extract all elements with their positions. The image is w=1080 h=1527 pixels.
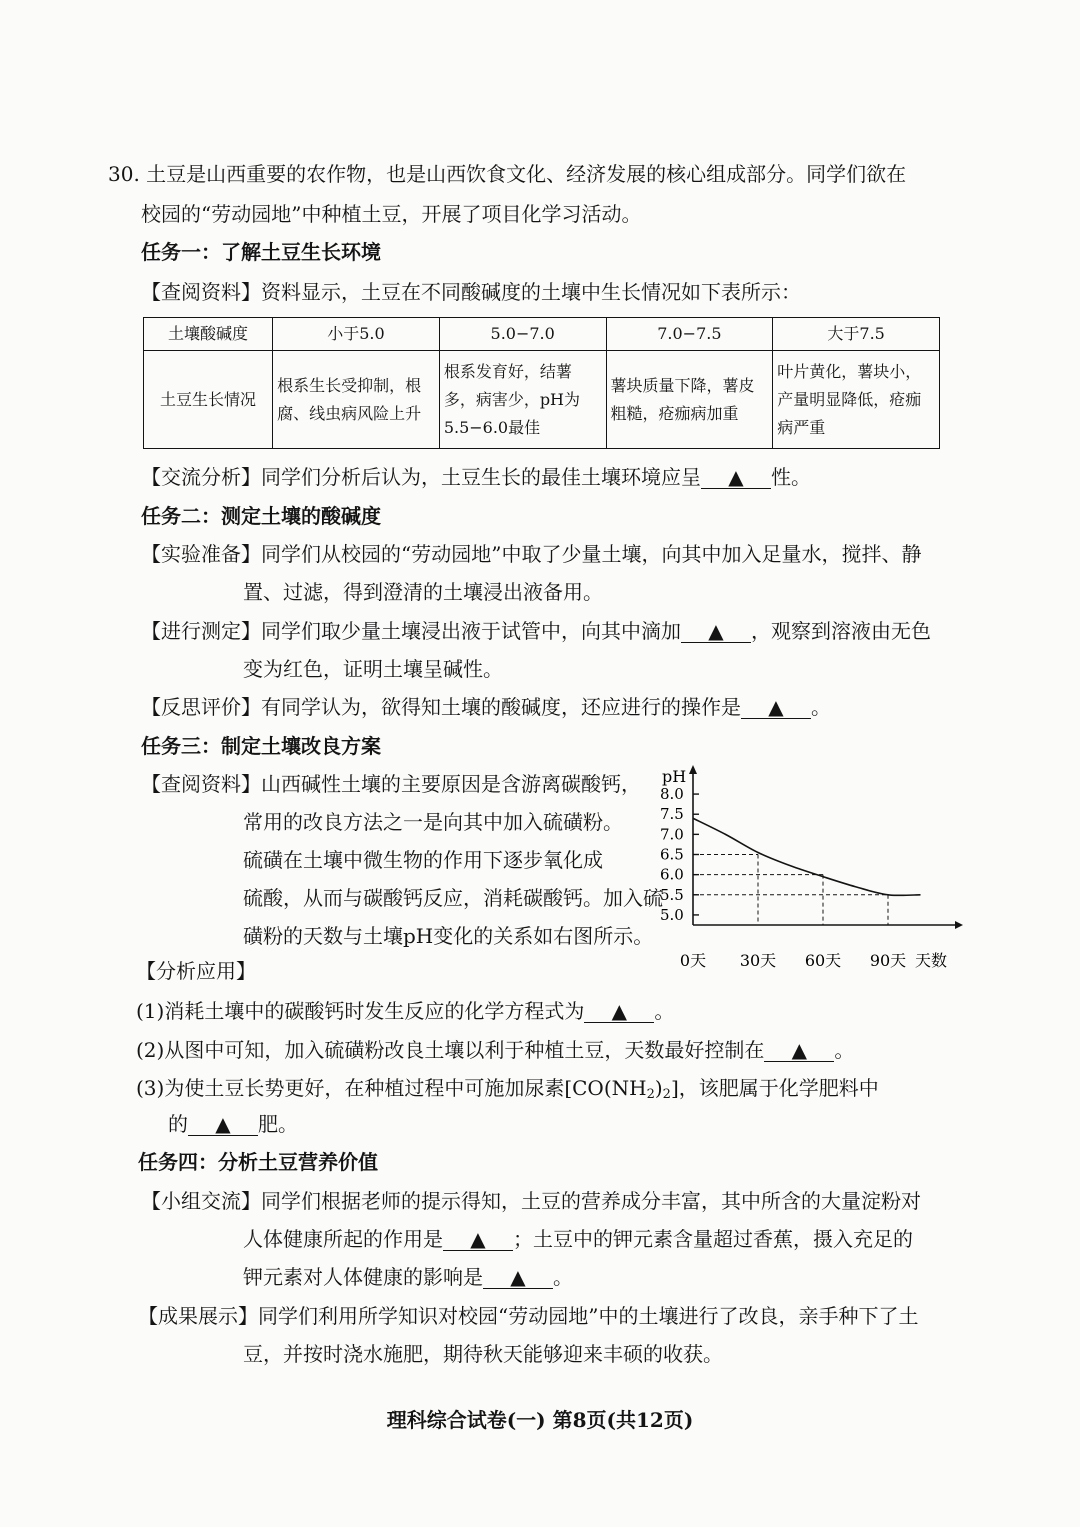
q3-sub-2: 2 <box>662 1087 671 1102</box>
cell-line: 粗糙，疮痂病加重 <box>610 403 739 423</box>
cell-line: 薯块质量下降，薯皮 <box>610 375 755 395</box>
ph-curve <box>693 818 921 895</box>
task2-measure <box>141 617 931 645</box>
answer-blank[interactable]: ▲ <box>584 1000 654 1023</box>
table-header-cell: 小于5.0 <box>273 318 440 351</box>
result-line-2: 豆，并按时浇水施肥，期待秋天能够迎来丰硕的收获。 <box>243 1342 723 1366</box>
task1-ref-label: 【查阅资料】 <box>141 280 261 304</box>
task3-reference <box>141 770 641 798</box>
y-axis-label: pH <box>662 767 687 786</box>
measure-line-2: 变为红色，证明土壤呈碱性。 <box>243 657 503 681</box>
table-cell <box>273 351 440 449</box>
task2-prep <box>141 540 921 568</box>
result-line-1: 同学们利用所学知识对校园“劳动园地”中的土壤进行了改良，亲手种下了土 <box>258 1304 919 1328</box>
intro-line-2: 校园的“劳动园地”中种植土豆，开展了项目化学习活动。 <box>141 202 642 226</box>
result-label: 【成果展示】 <box>138 1304 258 1328</box>
task1-exchange <box>141 463 811 491</box>
prep-label: 【实验准备】 <box>141 542 261 566</box>
x-tick-label: 90天 <box>869 951 907 970</box>
task3-ref-line: 常用的改良方法之一是向其中加入硫磺粉。 <box>243 810 623 834</box>
cell-line: 产量明显降低，疮痂 <box>777 389 922 409</box>
prep-line-2: 置、过滤，得到澄清的土壤浸出液备用。 <box>243 580 603 604</box>
q2-tail: 。 <box>834 1038 855 1062</box>
question-number: 30. <box>108 162 140 186</box>
task3-q3-line2 <box>168 1110 298 1138</box>
answer-blank[interactable]: ▲ <box>741 696 811 719</box>
table-row-label: 土豆生长情况 <box>144 351 273 449</box>
exchange-tail: 性。 <box>771 465 811 489</box>
table-cell <box>439 351 606 449</box>
question-intro <box>108 160 906 188</box>
table-header-cell: 大于7.5 <box>773 318 940 351</box>
intro-line-1: 土豆是山西重要的农作物，也是山西饮食文化、经济发展的核心组成部分。同学们欲在 <box>146 162 907 186</box>
cell-line: 腐、线虫病风险上升 <box>277 403 422 423</box>
answer-blank[interactable]: ▲ <box>681 620 751 643</box>
task3-q1 <box>136 997 674 1025</box>
table-row <box>144 351 940 449</box>
group-line-1: 同学们根据老师的提示得知，土豆的营养成分丰富，其中所含的大量淀粉对 <box>261 1189 921 1213</box>
y-axis-arrow <box>689 765 697 774</box>
analysis-label: 【分析应用】 <box>136 959 256 983</box>
table-header-cell: 土壤酸碱度 <box>144 318 273 351</box>
prep-line-1: 同学们从校园的“劳动园地”中取了少量土壤，向其中加入足量水，搅拌、静 <box>261 542 922 566</box>
y-tick-label: 8.0 <box>660 785 684 804</box>
task3-ref-line: 硫酸，从而与碳酸钙反应，消耗碳酸钙。加入硫 <box>243 886 663 910</box>
page-footer: 理科综合试卷(一) 第8页(共12页) <box>386 1408 694 1432</box>
cell-line: 根系生长受抑制，根 <box>277 375 422 395</box>
cell-line: 叶片黄化，薯块小， <box>777 361 922 381</box>
y-tick-label: 7.5 <box>660 805 684 824</box>
group-line-3 <box>243 1263 573 1291</box>
q2-text: (2)从图中可知，加入硫磺粉改良土壤以利于种植土豆，天数最好控制在 <box>136 1038 765 1062</box>
q3-text-a: (3)为使土豆长势更好，在种植过程中可施加尿素[CO(NH <box>136 1076 647 1100</box>
q3-text-c: ]，该肥属于化学肥料中 <box>670 1076 879 1100</box>
cell-line: 病严重 <box>777 417 826 437</box>
task3-q3 <box>136 1074 879 1109</box>
x-tick-label: 0天 <box>679 951 707 970</box>
table-header-cell: 7.0−7.5 <box>606 318 773 351</box>
y-tick-label: 6.0 <box>660 865 684 884</box>
group-line-2b: ；土豆中的钾元素含量超过香蕉，摄入充足的 <box>513 1227 913 1251</box>
group-line-3b: 。 <box>553 1265 573 1289</box>
task2-title: 任务二：测定土壤的酸碱度 <box>141 504 381 528</box>
task4-title: 任务四：分析土豆营养价值 <box>138 1150 378 1174</box>
answer-blank[interactable]: ▲ <box>483 1266 553 1289</box>
q3-line2-tail: 肥。 <box>258 1112 298 1136</box>
reflect-text: 有同学认为，欲得知土壤的酸碱度，还应进行的操作是 <box>261 695 741 719</box>
q3-text-b: ) <box>654 1076 663 1100</box>
x-tick-label: 30天 <box>739 951 777 970</box>
y-tick-label: 7.0 <box>660 825 684 844</box>
measure-line-1a: 同学们取少量土壤浸出液于试管中，向其中滴加 <box>261 619 681 643</box>
exchange-text: 同学们分析后认为，土豆生长的最佳土壤环境应呈 <box>261 465 701 489</box>
x-axis-arrow <box>955 921 963 929</box>
q3-line2-head: 的 <box>168 1112 188 1136</box>
q1-tail: 。 <box>654 999 675 1023</box>
task2-reflect <box>141 693 831 721</box>
y-tick-label: 5.0 <box>660 905 684 924</box>
answer-blank[interactable]: ▲ <box>443 1228 513 1251</box>
group-line-2 <box>243 1225 913 1253</box>
q3-sub-1: 2 <box>646 1087 655 1102</box>
y-tick-label: 6.5 <box>660 845 684 864</box>
task4-result <box>138 1302 918 1330</box>
cell-line: 5.5−6.0最佳 <box>443 417 541 437</box>
task3-title: 任务三：制定土壤改良方案 <box>141 734 381 758</box>
task1-title: 任务一：了解土豆生长环境 <box>141 240 381 264</box>
table-header-cell: 5.0−7.0 <box>439 318 606 351</box>
answer-blank[interactable]: ▲ <box>701 466 771 489</box>
chart-ticks <box>660 785 906 970</box>
x-tick-label: 60天 <box>804 951 842 970</box>
ph-days-chart <box>655 760 965 975</box>
measure-line-1b: ，观察到溶液由无色 <box>751 619 931 643</box>
task3-ref-line: 磺粉的天数与土壤pH变化的关系如右图所示。 <box>243 924 654 948</box>
task3-ref-line: 硫磺在土壤中微生物的作用下逐步氧化成 <box>243 848 603 872</box>
soil-ph-table <box>143 317 940 449</box>
y-tick-label: 5.5 <box>660 885 684 904</box>
task3-ref-line: 山西碱性土壤的主要原因是含游离碳酸钙， <box>261 772 641 796</box>
task4-group <box>141 1187 921 1215</box>
task1-ref-text: 资料显示，土豆在不同酸碱度的土壤中生长情况如下表所示： <box>261 280 801 304</box>
table-cell <box>606 351 773 449</box>
q1-text: (1)消耗土壤中的碳酸钙时发生反应的化学方程式为 <box>136 999 585 1023</box>
table-header-row <box>144 318 940 351</box>
task3-q2 <box>136 1036 854 1064</box>
cell-line: 根系发育好，结薯 <box>443 361 572 381</box>
group-line-2a: 人体健康所起的作用是 <box>243 1227 443 1251</box>
task1-reference <box>141 278 801 306</box>
task3-ref-label: 【查阅资料】 <box>141 772 261 796</box>
table-cell <box>773 351 940 449</box>
reflect-label: 【反思评价】 <box>141 695 261 719</box>
cell-line: 多，病害少，pH为 <box>443 389 581 409</box>
group-line-3a: 钾元素对人体健康的影响是 <box>243 1265 483 1289</box>
group-label: 【小组交流】 <box>141 1189 261 1213</box>
answer-blank[interactable]: ▲ <box>188 1113 258 1136</box>
exchange-label: 【交流分析】 <box>141 465 261 489</box>
reflect-tail: 。 <box>811 695 831 719</box>
answer-blank[interactable]: ▲ <box>764 1039 834 1062</box>
measure-label: 【进行测定】 <box>141 619 261 643</box>
x-axis-label: 天数 <box>915 951 948 970</box>
